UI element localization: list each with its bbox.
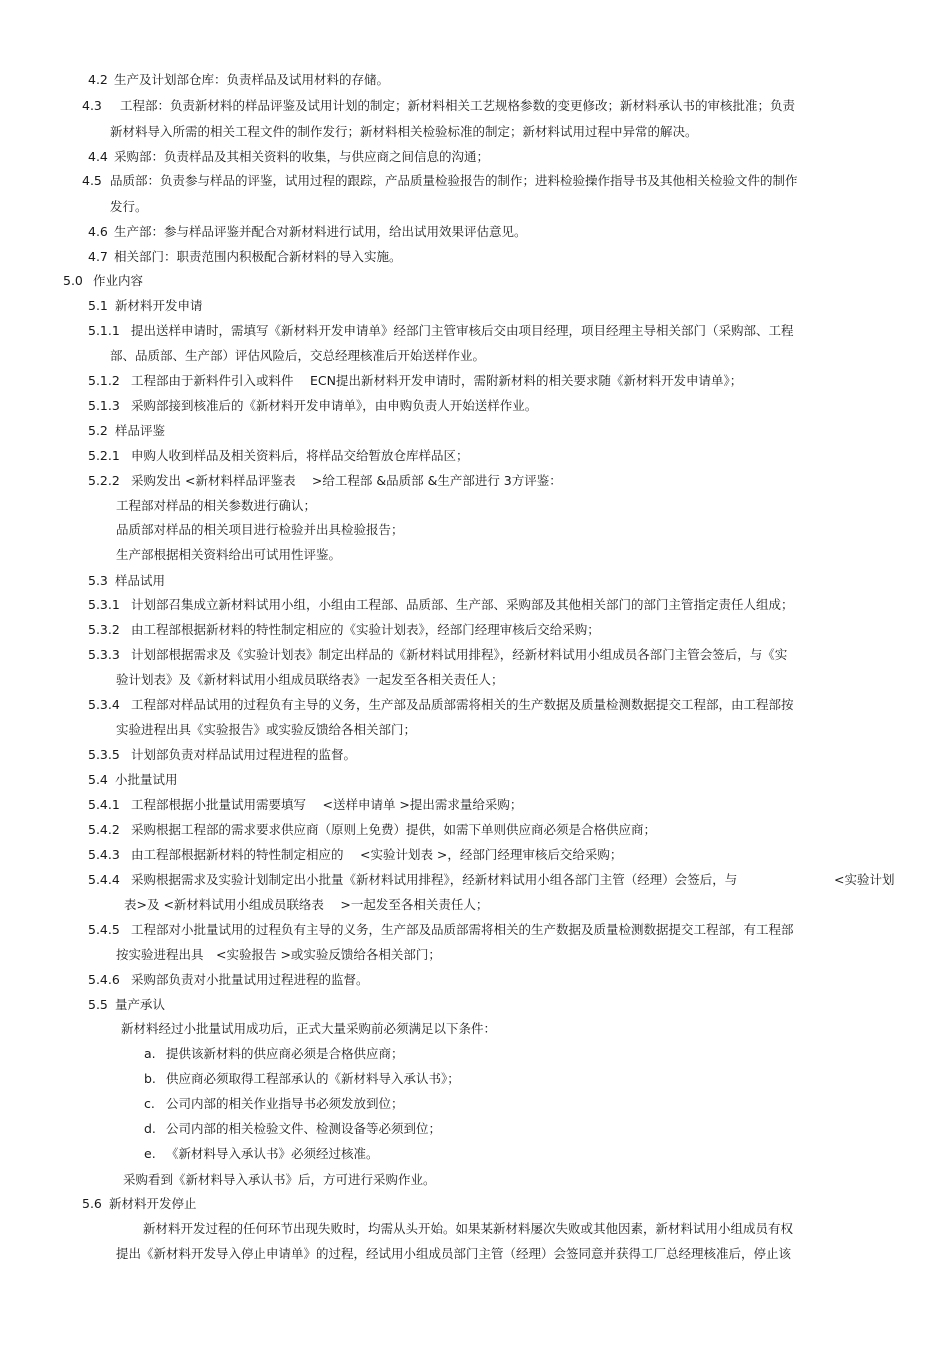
line-text: 采购部：负责样品及其相关资料的收集，与供应商之间信息的沟通； — [114, 149, 490, 164]
item-number: 5.4.6 — [88, 972, 120, 987]
item-number: d. — [144, 1121, 156, 1136]
list-item — [144, 1146, 379, 1162]
text-line — [88, 647, 787, 663]
line-text: 提出《新材料开发导入停止申请单》的过程，经试用小组成员部门主管（经理）会签同意并获得工厂总经理核准后，停止该 — [116, 1246, 792, 1261]
item-number: 5.0 — [63, 273, 83, 288]
line-text: 计划部召集成立新材料试用小组，小组由工程部、品质部、生产部、采购部及其他相关部门的部门主管指定责任人组成； — [131, 597, 794, 612]
text-line — [88, 697, 794, 713]
text-line — [116, 947, 441, 963]
text-line — [88, 249, 402, 265]
line-text: 采购部负责对小批量试用过程进程的监督。 — [131, 972, 369, 987]
text-line — [88, 872, 737, 888]
text-line — [88, 972, 369, 988]
item-number: 5.1.1 — [88, 323, 120, 338]
line-text: 公司内部的相关作业指导书必须发放到位； — [166, 1096, 404, 1111]
line-text: 作业内容 — [93, 273, 144, 288]
line-text: 品质部：负责参与样品的评鉴，试用过程的跟踪，产品质量检验报告的制作；进料检验操作指导书及其他相关检验文件的制作 — [110, 173, 798, 188]
item-number: 5.1.3 — [88, 398, 120, 413]
item-number: 5.4.5 — [88, 922, 120, 937]
text-line — [116, 498, 316, 514]
text-line — [88, 747, 356, 763]
text-line — [88, 373, 742, 389]
item-number: 5.3.2 — [88, 622, 120, 637]
text-line — [116, 722, 416, 738]
line-text: 验计划表》及《新材料试用小组成员联络表》一起发至各相关责任人； — [116, 672, 504, 687]
text-line — [88, 72, 389, 88]
item-number: 5.2.2 — [88, 473, 120, 488]
list-item — [144, 1121, 441, 1137]
section-heading — [63, 273, 143, 289]
line-text: 相关部门：职责范围内积极配合新材料的导入实施。 — [114, 249, 402, 264]
line-text: 品质部对样品的相关项目进行检验并出具检验报告； — [116, 522, 404, 537]
text-line — [123, 1172, 436, 1188]
item-number: 5.3.4 — [88, 697, 120, 712]
list-item — [144, 1046, 404, 1062]
item-number: 5.1.2 — [88, 373, 120, 388]
line-text: 工程部由于新料件引入或料件 ECN提出新材料开发申请时，需附新材料的相关要求随《新材料开发申请单》； — [131, 373, 743, 388]
line-text: 计划部根据需求及《实验计划表》制定出样品的《新材料试用排程》，经新材料试用小组成员各部门主管会签后，与《实 — [131, 647, 788, 662]
text-line — [82, 98, 795, 114]
line-text: 采购发出 <新材料样品评鉴表 >给工程部 &品质部 &生产部进行 3方评鉴： — [131, 473, 562, 488]
text-line — [82, 173, 798, 189]
subsection-heading — [88, 772, 178, 788]
line-text: 采购根据需求及实验计划制定出小批量《新材料试用排程》，经新材料试用小组各部门主管（经理）会签后，与 — [131, 872, 738, 887]
item-number: 5.3 — [88, 573, 108, 588]
text-line — [116, 672, 504, 688]
text-line — [88, 847, 622, 863]
item-number: e. — [144, 1146, 156, 1161]
line-text: 发行。 — [110, 199, 148, 214]
item-number: 4.5 — [82, 173, 102, 188]
line-text: 工程部：负责新材料的样品评鉴及试用计划的制定；新材料相关工艺规格参数的变更修改；新材料承认书的审核批准；负责 — [120, 98, 796, 113]
line-text: 新材料经过小批量试用成功后，正式大量采购前必须满足以下条件： — [121, 1021, 497, 1036]
text-line — [88, 149, 489, 165]
text-line — [110, 348, 485, 364]
item-number: 4.3 — [82, 98, 102, 113]
line-text: 采购看到《新材料导入承认书》后，方可进行采购作业。 — [123, 1172, 436, 1187]
item-number: 5.4.2 — [88, 822, 120, 837]
line-text: 工程部对样品试用的过程负有主导的义务，生产部及品质部需将相关的生产数据及质量检测数据提交工程部，由工程部按 — [131, 697, 794, 712]
text-line — [88, 323, 794, 339]
text-line — [143, 1221, 793, 1237]
item-number: 5.2 — [88, 423, 108, 438]
line-text: 生产部根据相关资料给出可试用性评鉴。 — [116, 547, 342, 562]
text-line — [88, 597, 794, 613]
item-number: 5.3.3 — [88, 647, 120, 662]
subsection-heading — [88, 573, 165, 589]
line-text: 样品试用 — [115, 573, 166, 588]
line-text: 新材料导入所需的相关工程文件的制作发行；新材料相关检验标准的制定；新材料试用过程中异常的解决。 — [110, 124, 698, 139]
line-text: 供应商必须取得工程部承认的《新材料导入承认书》； — [166, 1071, 460, 1086]
line-text: 《新材料导入承认书》必须经过核准。 — [166, 1146, 379, 1161]
subsection-heading — [82, 1196, 197, 1212]
line-text: 提出送样申请时，需填写《新材料开发申请单》经部门主管审核后交由项目经理，项目经理主导相关部门（采购部、工程 — [131, 323, 794, 338]
line-text: 新材料开发申请 — [115, 298, 203, 313]
line-text: 实验进程出具《实验报告》或实验反馈给各相关部门； — [116, 722, 417, 737]
list-item — [144, 1096, 404, 1112]
text-line — [110, 124, 698, 140]
line-text: 计划部负责对样品试用过程进程的监督。 — [131, 747, 357, 762]
line-text: 样品评鉴 — [115, 423, 166, 438]
item-number: 5.3.5 — [88, 747, 120, 762]
line-text: 小批量试用 — [115, 772, 178, 787]
text-line-fragment — [834, 872, 894, 888]
line-text: 工程部根据小批量试用需要填写 <送样申请单 >提出需求量给采购； — [131, 797, 523, 812]
text-line — [121, 1021, 496, 1037]
item-number: a. — [144, 1046, 156, 1061]
line-text: 由工程部根据新材料的特性制定相应的 <实验计划表 >，经部门经理审核后交给采购； — [131, 847, 623, 862]
line-text: <实验计划 — [834, 872, 895, 887]
subsection-heading — [88, 423, 165, 439]
line-text: 提供该新材料的供应商必须是合格供应商； — [166, 1046, 404, 1061]
item-number: 4.7 — [88, 249, 108, 264]
line-text: 新材料开发停止 — [109, 1196, 197, 1211]
text-line — [88, 822, 656, 838]
item-number: 4.6 — [88, 224, 108, 239]
subsection-heading — [88, 298, 203, 314]
line-text: 新材料开发过程的任何环节出现失败时，均需从头开始。如果某新材料屡次失败或其他因素，新材料试用小组成员有权 — [143, 1221, 794, 1236]
item-number: 4.2 — [88, 72, 108, 87]
text-line — [88, 448, 469, 464]
text-line — [88, 224, 527, 240]
item-number: 5.4.1 — [88, 797, 120, 812]
item-number: 5.3.1 — [88, 597, 120, 612]
line-text: 采购部接到核准后的《新材料开发申请单》，由申购负责人开始送样作业。 — [131, 398, 538, 413]
text-line — [88, 797, 522, 813]
line-text: 采购根据工程部的需求要求供应商（原则上免费）提供，如需下单则供应商必须是合格供应商； — [131, 822, 657, 837]
text-line — [88, 622, 600, 638]
text-line — [116, 1246, 791, 1262]
line-text: 工程部对小批量试用的过程负有主导的义务，生产部及品质部需将相关的生产数据及质量检测数据提交工程部，有工程部 — [131, 922, 794, 937]
line-text: 按实验进程出具 <实验报告 >或实验反馈给各相关部门； — [116, 947, 441, 962]
line-text: 量产承认 — [115, 997, 166, 1012]
item-number: b. — [144, 1071, 156, 1086]
text-line — [88, 922, 794, 938]
line-text: 由工程部根据新材料的特性制定相应的《实验计划表》，经部门经理审核后交给采购； — [131, 622, 600, 637]
item-number: 5.5 — [88, 997, 108, 1012]
item-number: 5.6 — [82, 1196, 102, 1211]
line-text: 工程部对样品的相关参数进行确认； — [116, 498, 317, 513]
item-number: 5.4.4 — [88, 872, 120, 887]
line-text: 表>及 <新材料试用小组成员联络表 >一起发至各相关责任人； — [124, 897, 489, 912]
line-text: 生产部：参与样品评鉴并配合对新材料进行试用，给出试用效果评估意见。 — [114, 224, 527, 239]
text-line — [110, 199, 148, 215]
text-line — [116, 547, 341, 563]
item-number: 4.4 — [88, 149, 108, 164]
item-number: 5.4 — [88, 772, 108, 787]
line-text: 生产及计划部仓库：负责样品及试用材料的存储。 — [114, 72, 390, 87]
item-number: 5.4.3 — [88, 847, 120, 862]
item-number: 5.1 — [88, 298, 108, 313]
text-line — [124, 897, 488, 913]
text-line — [116, 522, 404, 538]
subsection-heading — [88, 997, 165, 1013]
line-text: 部、品质部、生产部）评估风险后，交总经理核准后开始送样作业。 — [110, 348, 486, 363]
text-line — [88, 473, 562, 489]
text-line — [88, 398, 537, 414]
item-number: 5.2.1 — [88, 448, 120, 463]
list-item — [144, 1071, 460, 1087]
line-text: 公司内部的相关检验文件、检测设备等必须到位； — [166, 1121, 442, 1136]
line-text: 申购人收到样品及相关资料后，将样品交给暂放仓库样品区； — [131, 448, 469, 463]
item-number: c. — [144, 1096, 155, 1111]
